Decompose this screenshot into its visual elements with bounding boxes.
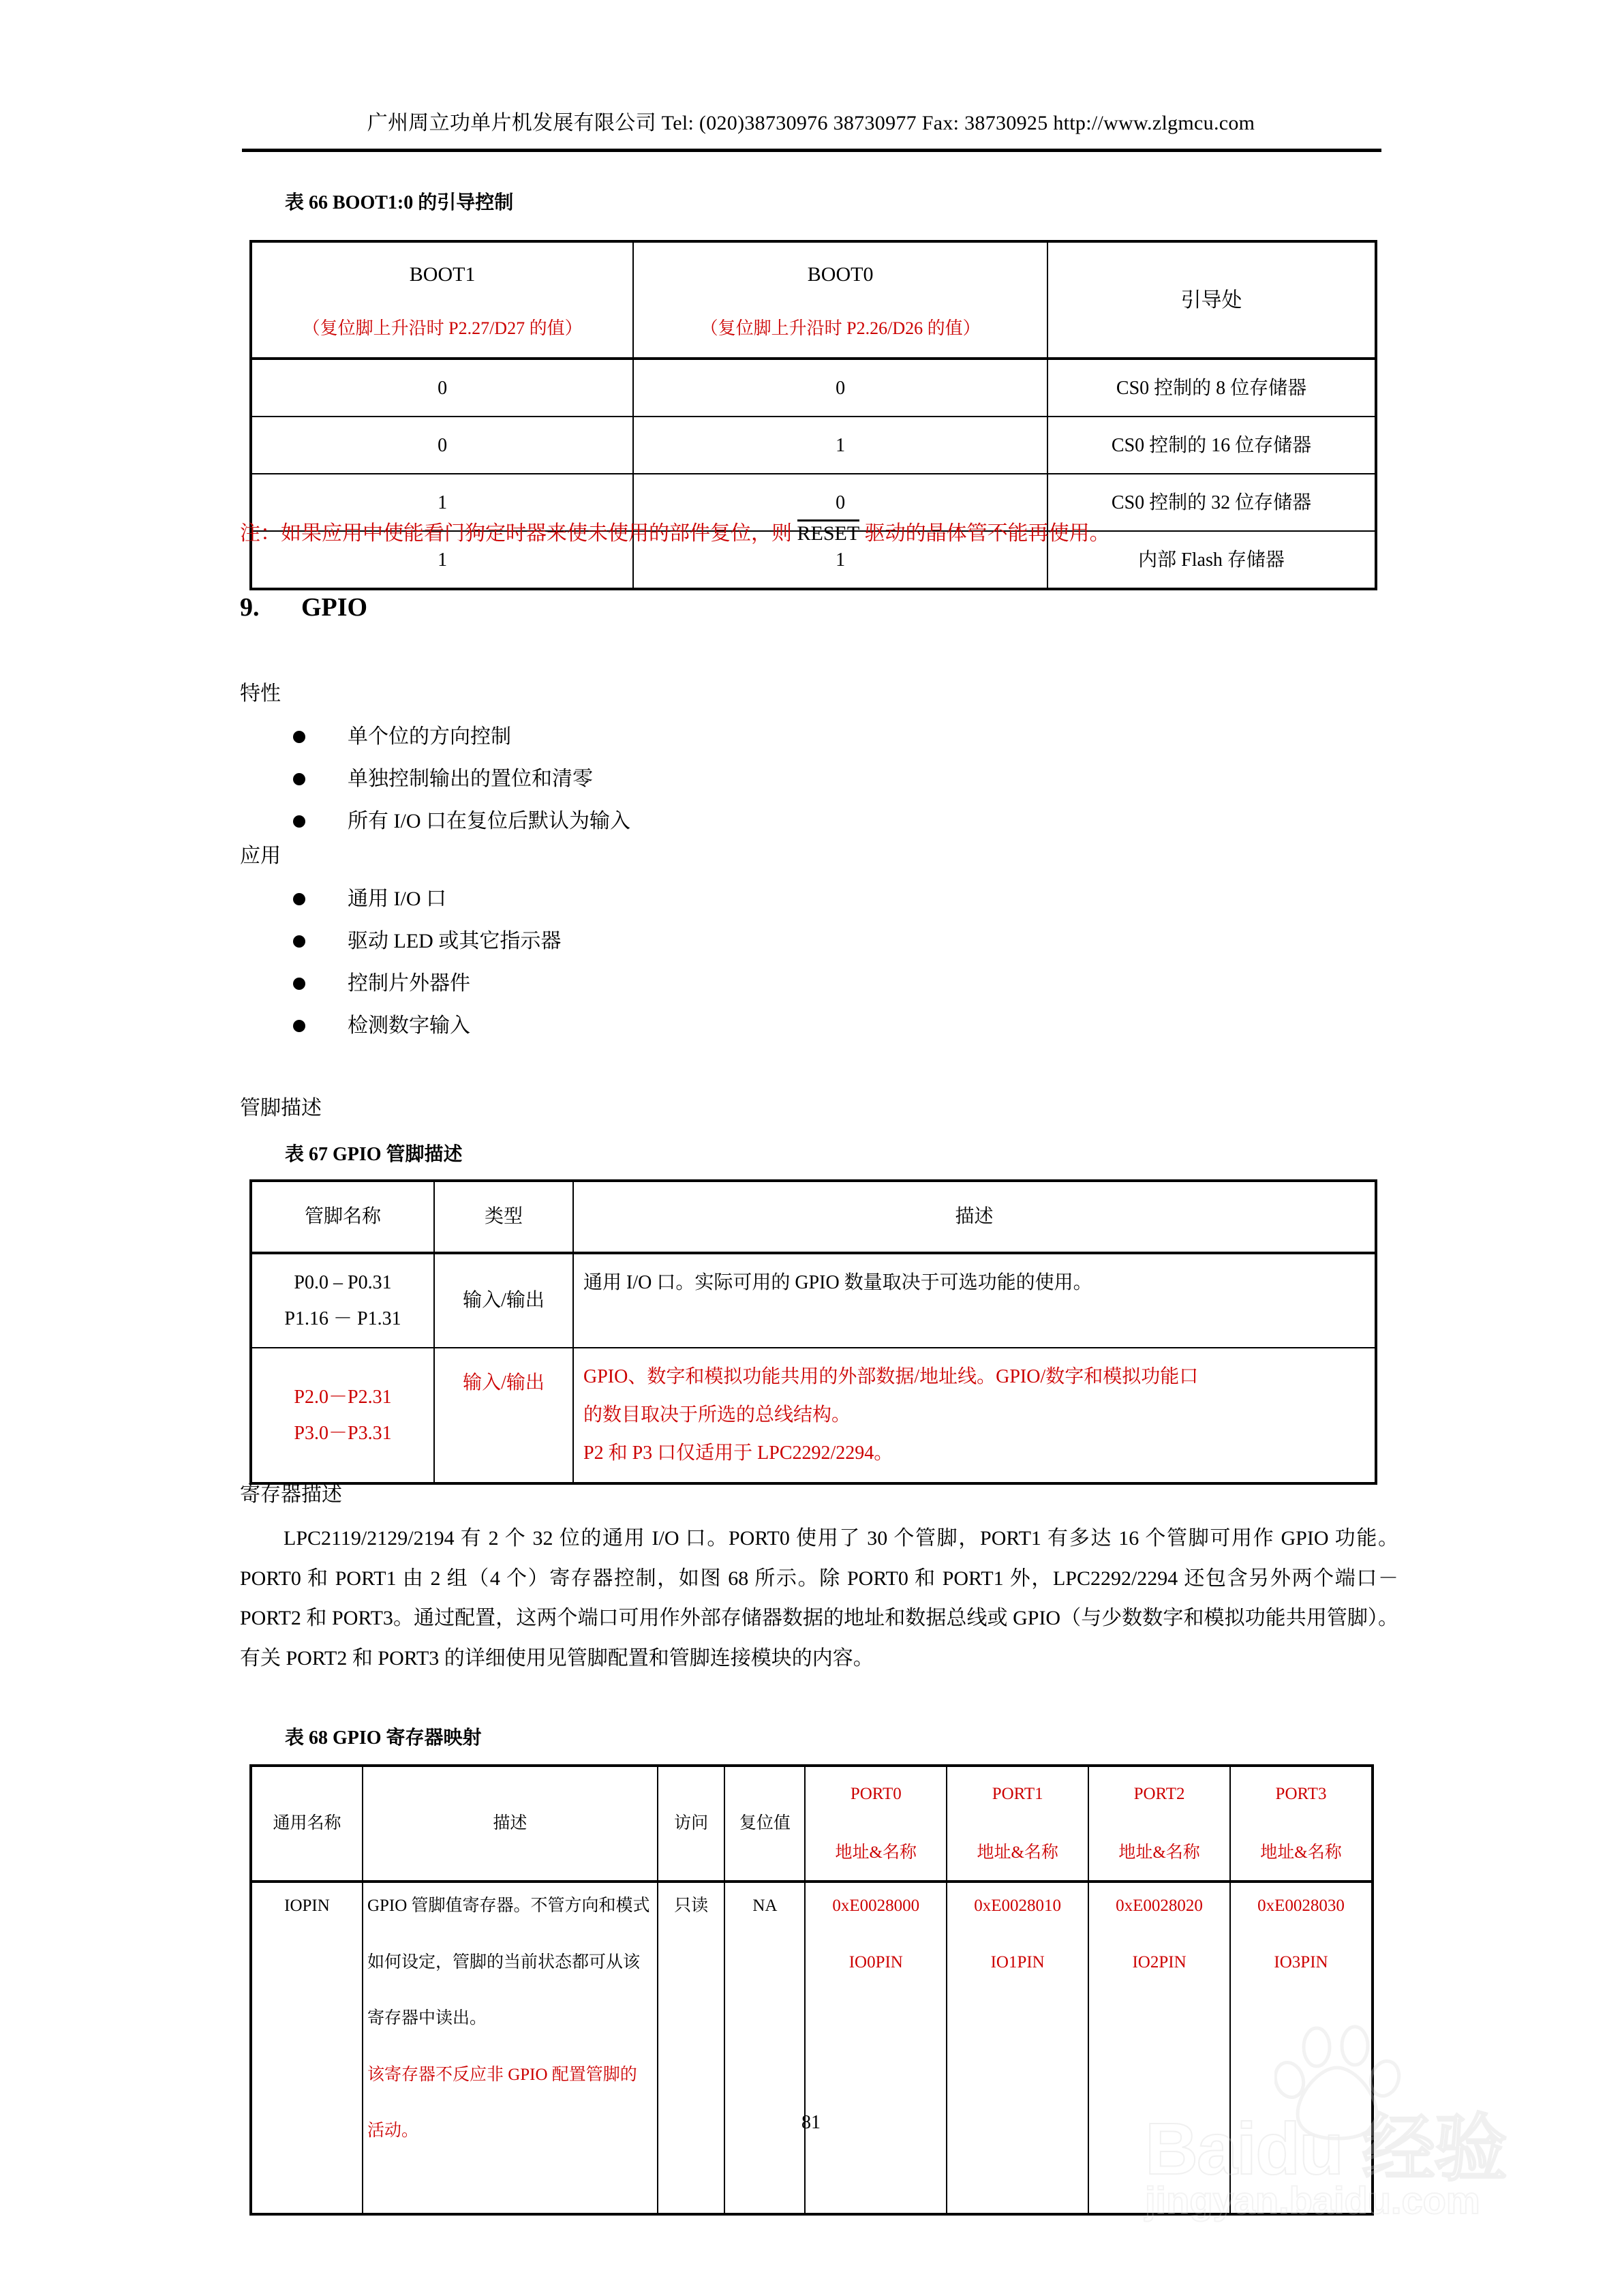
table68 <box>249 1764 1374 2216</box>
table68-header-desc: 描述 <box>363 1766 658 1882</box>
bullet-icon <box>293 935 305 948</box>
table68-cell-desc <box>363 1882 658 2214</box>
pin-desc-line: P2 和 P3 口仅适用于 LPC2292/2294。 <box>583 1442 893 1464</box>
list-item <box>293 1005 561 1047</box>
table67-cell-pinname <box>251 1253 434 1348</box>
table66-cell: 1 <box>251 531 633 589</box>
list-item-label: 通用 I/O 口 <box>348 888 446 910</box>
table66-cell: 内部 Flash 存储器 <box>1047 531 1376 589</box>
register-reset-value: NA <box>752 1897 778 1915</box>
pin-desc-line: GPIO、数字和模拟功能共用的外部数据/地址线。GPIO/数字和模拟功能口 <box>583 1366 1199 1387</box>
register-description-paragraph-container <box>240 1519 1398 1678</box>
bullet-icon <box>293 893 305 905</box>
port2-register-name: IO2PIN <box>1132 1952 1187 1972</box>
table68-header-port1 <box>947 1766 1088 1882</box>
table68-header-port0 <box>805 1766 947 1882</box>
pin-type: 输入/输出 <box>463 1372 545 1393</box>
table68-header-port3 <box>1230 1766 1373 1882</box>
bullet-icon <box>293 815 305 828</box>
table68-header-name: 通用名称 <box>251 1766 363 1882</box>
table68-cell-port0 <box>805 1882 947 2214</box>
table68-cell-name <box>251 1882 363 2214</box>
table66-cell: 1 <box>633 531 1047 589</box>
table66-header-cell-boot1 <box>251 241 633 359</box>
running-header <box>0 106 1622 136</box>
table68-container <box>249 1764 1374 2216</box>
table68-cell-port1 <box>947 1882 1088 2214</box>
pin-type: 输入/输出 <box>463 1290 545 1312</box>
table-row <box>251 417 1376 474</box>
table67-cell-type <box>434 1253 573 1348</box>
port0-register-name: IO0PIN <box>848 1952 903 1972</box>
table66-cell: 0 <box>633 359 1047 417</box>
table66-body <box>251 359 1376 589</box>
list-item <box>293 758 630 800</box>
table68-header-row <box>251 1766 1373 1882</box>
section-number: 9. <box>240 593 260 622</box>
register-desc-note-line: 活动。 <box>367 2121 418 2140</box>
table66-head <box>251 241 1376 359</box>
features-title: 特性 <box>240 682 281 705</box>
pin-range-line2: P3.0－P3.31 <box>294 1423 392 1444</box>
table68-cell-port3 <box>1230 1882 1373 2214</box>
port3-register-name: IO3PIN <box>1274 1952 1328 1972</box>
table-row <box>251 1882 1373 2214</box>
table68-cell-reset <box>724 1882 805 2214</box>
table67-caption: 表 67 GPIO 管脚描述 <box>285 1144 463 1165</box>
table66-caption: 表 66 BOOT1:0 的引导控制 <box>285 192 514 213</box>
table-row <box>251 359 1376 417</box>
table66-header-boot0-main: BOOT0 <box>807 263 874 286</box>
port2-sublabel: 地址&名称 <box>1118 1843 1200 1862</box>
features-list <box>293 716 630 843</box>
table66-cell: CS0 控制的 16 位存储器 <box>1047 417 1376 474</box>
table66-cell: CS0 控制的 8 位存储器 <box>1047 359 1376 417</box>
port0-address: 0xE0028000 <box>832 1897 920 1915</box>
table66-cell: 1 <box>251 474 633 531</box>
watermark-main-text: 经验 <box>1362 2107 1507 2190</box>
table66-header-bootsource-main: 引导处 <box>1180 288 1242 312</box>
list-item <box>293 920 561 963</box>
list-item <box>293 963 561 1005</box>
table67-header-row <box>251 1181 1376 1253</box>
list-item-label: 驱动 LED 或其它指示器 <box>348 930 562 952</box>
table67-header-desc: 描述 <box>573 1181 1376 1253</box>
register-desc-line: 寄存器中读出。 <box>367 2009 487 2027</box>
port2-label: PORT2 <box>1133 1784 1185 1803</box>
table67-cell-desc <box>573 1253 1376 1348</box>
list-item <box>293 716 630 758</box>
spacer <box>583 1302 1365 1338</box>
port1-address: 0xE0028010 <box>974 1897 1062 1915</box>
port1-sublabel: 地址&名称 <box>977 1843 1058 1862</box>
table66-header-row <box>251 241 1376 359</box>
table68-head <box>251 1766 1373 1882</box>
table66-header-boot0-sub: （复位脚上升沿时 P2.26/D26 的值） <box>700 318 981 338</box>
pin-desc-line: 的数目取决于所选的总线结构。 <box>583 1404 851 1425</box>
features-bullet-list <box>293 716 630 843</box>
bullet-icon <box>293 1020 305 1032</box>
table67-head <box>251 1181 1376 1253</box>
port1-label: PORT1 <box>992 1784 1043 1803</box>
table66-header-cell-bootsource <box>1047 241 1376 359</box>
table68-header-port2 <box>1088 1766 1230 1882</box>
section-heading-gpio <box>240 588 367 628</box>
table67-container <box>249 1179 1377 1485</box>
table66-cell: 0 <box>633 474 1047 531</box>
table66-header-boot1-main: BOOT1 <box>409 263 476 286</box>
table67-cell-desc <box>573 1348 1376 1483</box>
bullet-icon <box>293 731 305 743</box>
table68-cell-port2 <box>1088 1882 1230 2214</box>
page-number: 81 <box>801 2112 821 2133</box>
list-item <box>293 878 561 920</box>
table-row <box>251 1253 1376 1348</box>
table67-body <box>251 1253 1376 1483</box>
port3-label: PORT3 <box>1275 1784 1327 1803</box>
table-row <box>251 1348 1376 1483</box>
table67 <box>249 1179 1377 1485</box>
port0-sublabel: 地址&名称 <box>835 1843 917 1862</box>
pin-range-line1: P2.0－P2.31 <box>294 1386 392 1408</box>
port0-label: PORT0 <box>850 1784 902 1803</box>
pin-desc-line: 通用 I/O 口。实际可用的 GPIO 数量取决于可选功能的使用。 <box>583 1272 1092 1293</box>
port3-sublabel: 地址&名称 <box>1260 1843 1342 1862</box>
table67-cell-pinname <box>251 1348 434 1483</box>
running-header-text: 广州周立功单片机发展有限公司 Tel: (020)38730976 38730977 Fax: 38730925 http://www.zlgmcu.com <box>367 112 1255 134</box>
register-desc-line: 如何设定，管脚的当前状态都可从该 <box>367 1952 640 1972</box>
table68-cell-access <box>658 1882 725 2214</box>
table66-cell: CS0 控制的 32 位存储器 <box>1047 474 1376 531</box>
table66-header-boot1-sub: （复位脚上升沿时 P2.27/D27 的值） <box>302 318 583 338</box>
table66-cell: 0 <box>251 359 633 417</box>
table68-caption: 表 68 GPIO 寄存器映射 <box>285 1727 482 1749</box>
table66-cell: 1 <box>633 417 1047 474</box>
pin-range-line1: P0.0 – P0.31 <box>294 1271 392 1293</box>
register-desc-line: GPIO 管脚值寄存器。不管方向和模式 <box>367 1897 650 1915</box>
register-name: IOPIN <box>284 1897 330 1915</box>
applications-list <box>293 878 561 1047</box>
bullet-icon <box>293 978 305 990</box>
table68-header-reset: 复位值 <box>724 1766 805 1882</box>
table68-header-access: 访问 <box>658 1766 725 1882</box>
table66-cell: 0 <box>251 417 633 474</box>
bullet-icon <box>293 773 305 785</box>
register-desc-note-line: 该寄存器不反应非 GPIO 配置管脚的 <box>367 2065 637 2084</box>
table67-cell-type <box>434 1348 573 1483</box>
table66-note <box>240 518 1398 550</box>
page-title: GPIO <box>301 593 368 622</box>
table67-header-pinname: 管脚名称 <box>251 1181 434 1253</box>
list-item-label: 所有 I/O 口在复位后默认为输入 <box>348 810 630 832</box>
register-description-title: 寄存器描述 <box>240 1483 342 1506</box>
port1-register-name: IO1PIN <box>990 1952 1045 1972</box>
reset-signal-overline: RESET <box>797 519 860 545</box>
list-item-label: 单独控制输出的置位和清零 <box>348 768 593 790</box>
port2-address: 0xE0028020 <box>1116 1897 1203 1915</box>
note-suffix: 驱动的晶体管不能再使用。 <box>859 522 1110 545</box>
register-description-paragraph: LPC2119/2129/2194 有 2 个 32 位的通用 I/O 口。PORT0 使用了 30 个管脚，PORT1 有多达 16 个管脚可用作 GPIO 功能。PORT0 和 PORT1 由 2 组（4 个）寄存器控制，如图 68 所示。除 PORT0 和 PORT1 外，LPC2292/2294 还包含另外两个端口－PORT2 和 PORT3。通过配置，这两个端口可用作外部存储器数据的地址和数据总线或 GPIO（与少数数字和模拟功能共用管脚）。有关 PORT2 和 PORT3 的详细使用见管脚配置和管脚连接模块的内容。 <box>240 1527 1398 1670</box>
header-rule <box>242 149 1381 152</box>
applications-bullet-list <box>293 878 561 1047</box>
list-item-label: 检测数字输入 <box>348 1014 470 1037</box>
list-item <box>293 800 630 843</box>
table66-header-cell-boot0 <box>633 241 1047 359</box>
note-prefix: 注：如果应用中使能看门狗定时器来使未使用的部件复位，则 <box>240 522 797 545</box>
pin-description-title: 管脚描述 <box>240 1097 322 1119</box>
register-access: 只读 <box>674 1897 709 1915</box>
pin-range-line2: P1.16 － P1.31 <box>284 1308 401 1329</box>
list-item-label: 控制片外器件 <box>348 972 470 995</box>
port3-address: 0xE0028030 <box>1257 1897 1345 1915</box>
table68-body <box>251 1882 1373 2214</box>
table67-header-type: 类型 <box>434 1181 573 1253</box>
applications-title: 应用 <box>240 845 281 867</box>
list-item-label: 单个位的方向控制 <box>348 725 511 748</box>
